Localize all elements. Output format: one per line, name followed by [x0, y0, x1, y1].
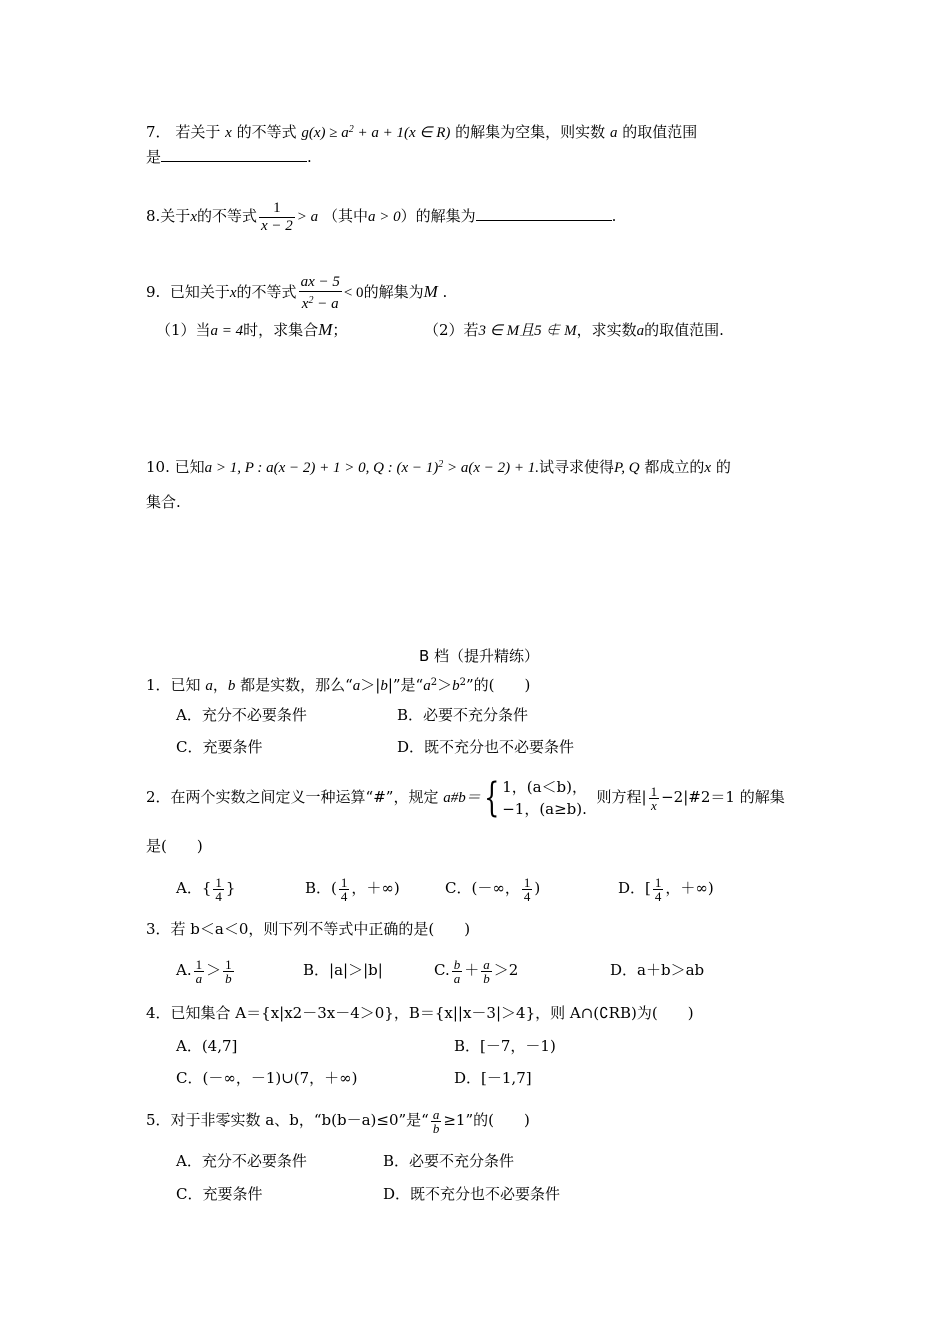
- answer-blank[interactable]: [161, 147, 307, 162]
- fraction-denominator: x − 2: [261, 217, 293, 234]
- q7-text: .: [307, 148, 312, 166]
- b3-opt-text: ＞: [206, 961, 222, 979]
- b1-sup: 2: [430, 677, 438, 688]
- fraction-numerator: a: [432, 1106, 440, 1122]
- fraction-numerator: 1: [523, 874, 531, 890]
- b3-option-b[interactable]: B．|a|＞|b|: [303, 961, 383, 979]
- fraction-numerator: 1: [195, 956, 203, 972]
- q10-text: 集合.: [146, 493, 181, 511]
- b1-var: b: [452, 678, 460, 694]
- q7-text: 是: [146, 148, 162, 166]
- b5-text: 5．对于非零实数 a、b，“b(b－a)≤0”是“: [146, 1111, 429, 1129]
- q9-number: 9.: [146, 283, 161, 301]
- b2-option-b[interactable]: [305, 870, 400, 906]
- b2-opt-text: D．[: [618, 879, 651, 897]
- q10-line1: [146, 455, 731, 478]
- fraction-numerator: 1: [215, 874, 222, 890]
- q10-var-x: x: [704, 460, 712, 476]
- option-fraction: [522, 876, 533, 903]
- q7-text: 的取值范围: [622, 123, 698, 141]
- fraction-numerator: 1: [225, 956, 232, 972]
- answer-blank[interactable]: [476, 206, 612, 221]
- q8-line: [146, 196, 616, 237]
- q9-text: 时，求集合: [243, 321, 319, 339]
- q7-var-x: x: [225, 125, 232, 141]
- q9-text: ，求实数: [576, 321, 637, 339]
- b4-option-d[interactable]: D．[－1,7]: [454, 1069, 532, 1087]
- q9-text: ；: [332, 321, 348, 339]
- fraction-denominator: a: [195, 970, 203, 986]
- denominator-part: x: [301, 295, 309, 312]
- b2-opt-text: ，＋∞): [665, 879, 714, 897]
- b1-var: a: [423, 678, 431, 694]
- q8-expr: a > 0: [367, 209, 401, 225]
- q9-var-x: x: [229, 285, 237, 301]
- q10-line2: [146, 492, 181, 512]
- b2-fraction: [649, 785, 660, 812]
- q10-expr-sup: 2: [438, 459, 444, 470]
- q9-var-m: M: [423, 282, 438, 301]
- b1-option-d[interactable]: D．既不充分也不必要条件: [397, 738, 575, 756]
- b2-option-c[interactable]: [445, 870, 540, 906]
- b2-text: −2|#2＝1 的解集: [661, 788, 785, 806]
- b5-option-b[interactable]: B．必要不充分条件: [383, 1152, 515, 1170]
- q8-text: 的不等式: [196, 207, 257, 225]
- b4-option-b[interactable]: B．[－7，－1): [454, 1037, 556, 1055]
- q9-text: （2）若: [424, 321, 479, 339]
- q8-text: .: [611, 207, 617, 225]
- fraction-denominator: 4: [215, 888, 222, 904]
- fraction-numerator: 1: [654, 874, 662, 890]
- q10-expression: [205, 460, 539, 476]
- q9-text: .: [442, 283, 448, 301]
- option-fraction: [194, 958, 205, 985]
- b5-stem: [146, 1102, 530, 1138]
- q10-expr: P, Q: [614, 460, 640, 476]
- q9-var-m: M: [318, 320, 333, 339]
- b3-option-a[interactable]: [176, 952, 236, 988]
- b1-option-b[interactable]: B．必要不充分条件: [397, 706, 529, 724]
- left-brace-icon: {: [483, 775, 500, 821]
- q9-text: 已知关于: [169, 283, 230, 301]
- b2-opt-text: B．(: [305, 879, 337, 897]
- b2-expr: a#b＝: [443, 790, 481, 806]
- b4-option-a[interactable]: A．(4,7]: [176, 1037, 238, 1055]
- b3-option-d[interactable]: D．a＋b＞ab: [610, 961, 705, 979]
- q7-text: 若关于: [175, 123, 221, 141]
- b2-opt-text: ，＋∞): [351, 879, 400, 897]
- fraction-denominator: 4: [340, 888, 348, 904]
- q8-text: 8.关于: [146, 207, 191, 225]
- b1-var: b: [227, 678, 236, 694]
- q8-text: （其中: [322, 207, 368, 225]
- b2-opt-text: ): [534, 879, 541, 897]
- fraction-denominator: b: [483, 970, 490, 986]
- q7-line1: [146, 120, 697, 143]
- b5-option-a[interactable]: A．充分不必要条件: [176, 1152, 307, 1170]
- b2-opt-text: A．{: [176, 879, 212, 897]
- fraction-numerator: a: [483, 956, 490, 972]
- q7-expr-sup: 2: [348, 124, 354, 135]
- b2-cases: [502, 776, 587, 820]
- q9-text: 的不等式: [236, 283, 297, 301]
- q7-expression: [301, 125, 450, 141]
- q9-text: （1）当: [156, 321, 211, 339]
- fraction-numerator: 1: [650, 783, 658, 799]
- q9-text: 的解集为: [363, 283, 424, 301]
- q9-expr: < 0: [343, 285, 364, 301]
- b4-option-c[interactable]: C．(－∞，－1)∪(7，＋∞): [176, 1069, 358, 1087]
- fraction-denominator: a: [453, 970, 461, 986]
- b1-text: ”的( ): [466, 676, 531, 694]
- b3-opt-text: ＞2: [493, 961, 519, 979]
- b1-text: 1．已知: [146, 676, 206, 694]
- b5-option-c[interactable]: C．充要条件: [176, 1185, 263, 1203]
- b2-text: 2．在两个实数之间定义一种运算“#”，规定: [146, 788, 439, 806]
- b2-case: −1，(a≥b).: [502, 800, 587, 818]
- b3-opt-text: ＋: [464, 961, 480, 979]
- q10-text: 的: [715, 458, 731, 476]
- q7-expr-part: g(x) ≥ a: [301, 125, 349, 141]
- b1-stem: [146, 673, 530, 696]
- b2-line2: 是( ): [146, 837, 203, 855]
- q10-text: 都成立的: [644, 458, 705, 476]
- b2-option-d[interactable]: [618, 870, 714, 906]
- b4-stem: 4．已知集合 A＝{x|x2－3x－4＞0}，B＝{x||x－3|＞4}，则 A∩(∁RB)为( ): [146, 1004, 694, 1022]
- q10-text: 10. 已知: [146, 458, 205, 476]
- b1-var: b: [380, 678, 388, 694]
- q9-part1: [156, 320, 347, 341]
- q9-text: 的取值范围.: [644, 321, 724, 339]
- denominator-sup: 2: [308, 294, 314, 306]
- b1-var: a: [352, 678, 361, 694]
- q8-text: ）的解集为: [400, 207, 476, 225]
- q7-number: 7．: [146, 123, 171, 141]
- fraction-numerator: b: [453, 956, 461, 972]
- fraction-denominator: 4: [523, 888, 531, 904]
- b1-text: |”是“: [387, 676, 424, 694]
- b3-option-c[interactable]: [434, 952, 518, 988]
- fraction-denominator: b: [432, 1120, 440, 1136]
- b3-opt-text: A.: [176, 961, 192, 979]
- fraction-numerator: 1: [273, 199, 281, 216]
- b2-opt-text: }: [225, 879, 236, 897]
- option-fraction: [339, 876, 350, 903]
- b1-var: a: [205, 678, 213, 694]
- b5-text: ≥1”的( ): [443, 1111, 530, 1129]
- b5-option-d[interactable]: D．既不充分也不必要条件: [383, 1185, 561, 1203]
- b5-fraction: [431, 1108, 442, 1135]
- fraction-denominator: 4: [654, 888, 662, 904]
- fraction-denominator: x: [649, 798, 660, 812]
- q8-expr: > a: [296, 209, 319, 225]
- q9-part2: [424, 320, 724, 341]
- b2-case: 1，(a＜b)，: [502, 778, 587, 796]
- q7-var-a: a: [609, 125, 618, 141]
- b1-text: ＞|: [360, 676, 381, 694]
- q9-expr: 3 ∈ M且5 ∉ M: [478, 323, 577, 339]
- option-fraction: [213, 876, 224, 903]
- fraction-denominator: b: [225, 970, 232, 986]
- q7-text: 的解集为空集，则实数: [455, 123, 606, 141]
- denominator-part: − a: [313, 295, 339, 312]
- b2-option-a[interactable]: [176, 870, 235, 906]
- q7-line2: [146, 147, 312, 167]
- b1-text: ＞: [437, 676, 453, 694]
- option-fraction: [653, 876, 664, 903]
- q9-expr: a = 4: [210, 323, 244, 339]
- option-fraction: [481, 958, 492, 985]
- q7-text: 的不等式: [236, 123, 297, 141]
- option-fraction: [223, 958, 234, 985]
- q8-var-x: x: [190, 209, 197, 225]
- q8-fraction: [259, 200, 295, 235]
- q10-text: 试寻求使得: [539, 458, 615, 476]
- b2-opt-text: C．(－∞，: [445, 879, 520, 897]
- b3-opt-text: C.: [434, 961, 450, 979]
- section-title: [0, 646, 950, 666]
- b1-option-c[interactable]: C．充要条件: [176, 738, 263, 756]
- b2-stem: [146, 770, 785, 825]
- q10-expr-part: > a(x − 2) + 1.: [443, 460, 540, 476]
- b1-option-a[interactable]: A．充分不必要条件: [176, 706, 307, 724]
- q9-fraction: [299, 274, 342, 313]
- section-title-text: B 档（提升精练）: [418, 647, 540, 665]
- b1-sup: 2: [459, 677, 466, 688]
- b1-text: ，: [212, 676, 228, 694]
- b2-text: 则方程|: [596, 788, 647, 806]
- b1-text: 都是实数，那么“: [235, 676, 353, 694]
- q7-expr-part: + a + 1(x ∈ R): [353, 125, 451, 141]
- fraction-denominator: [299, 291, 342, 313]
- fraction-numerator: 1: [340, 874, 348, 890]
- option-fraction: [452, 958, 463, 985]
- q10-expr-part: a > 1, P : a(x − 2) + 1 > 0, Q : (x − 1): [204, 460, 439, 476]
- q9-line1: [146, 272, 447, 313]
- q9-var-a: a: [636, 323, 645, 339]
- fraction-numerator: ax − 5: [300, 273, 340, 290]
- b3-stem: 3．若 b＜a＜0，则下列不等式中正确的是( ): [146, 920, 471, 938]
